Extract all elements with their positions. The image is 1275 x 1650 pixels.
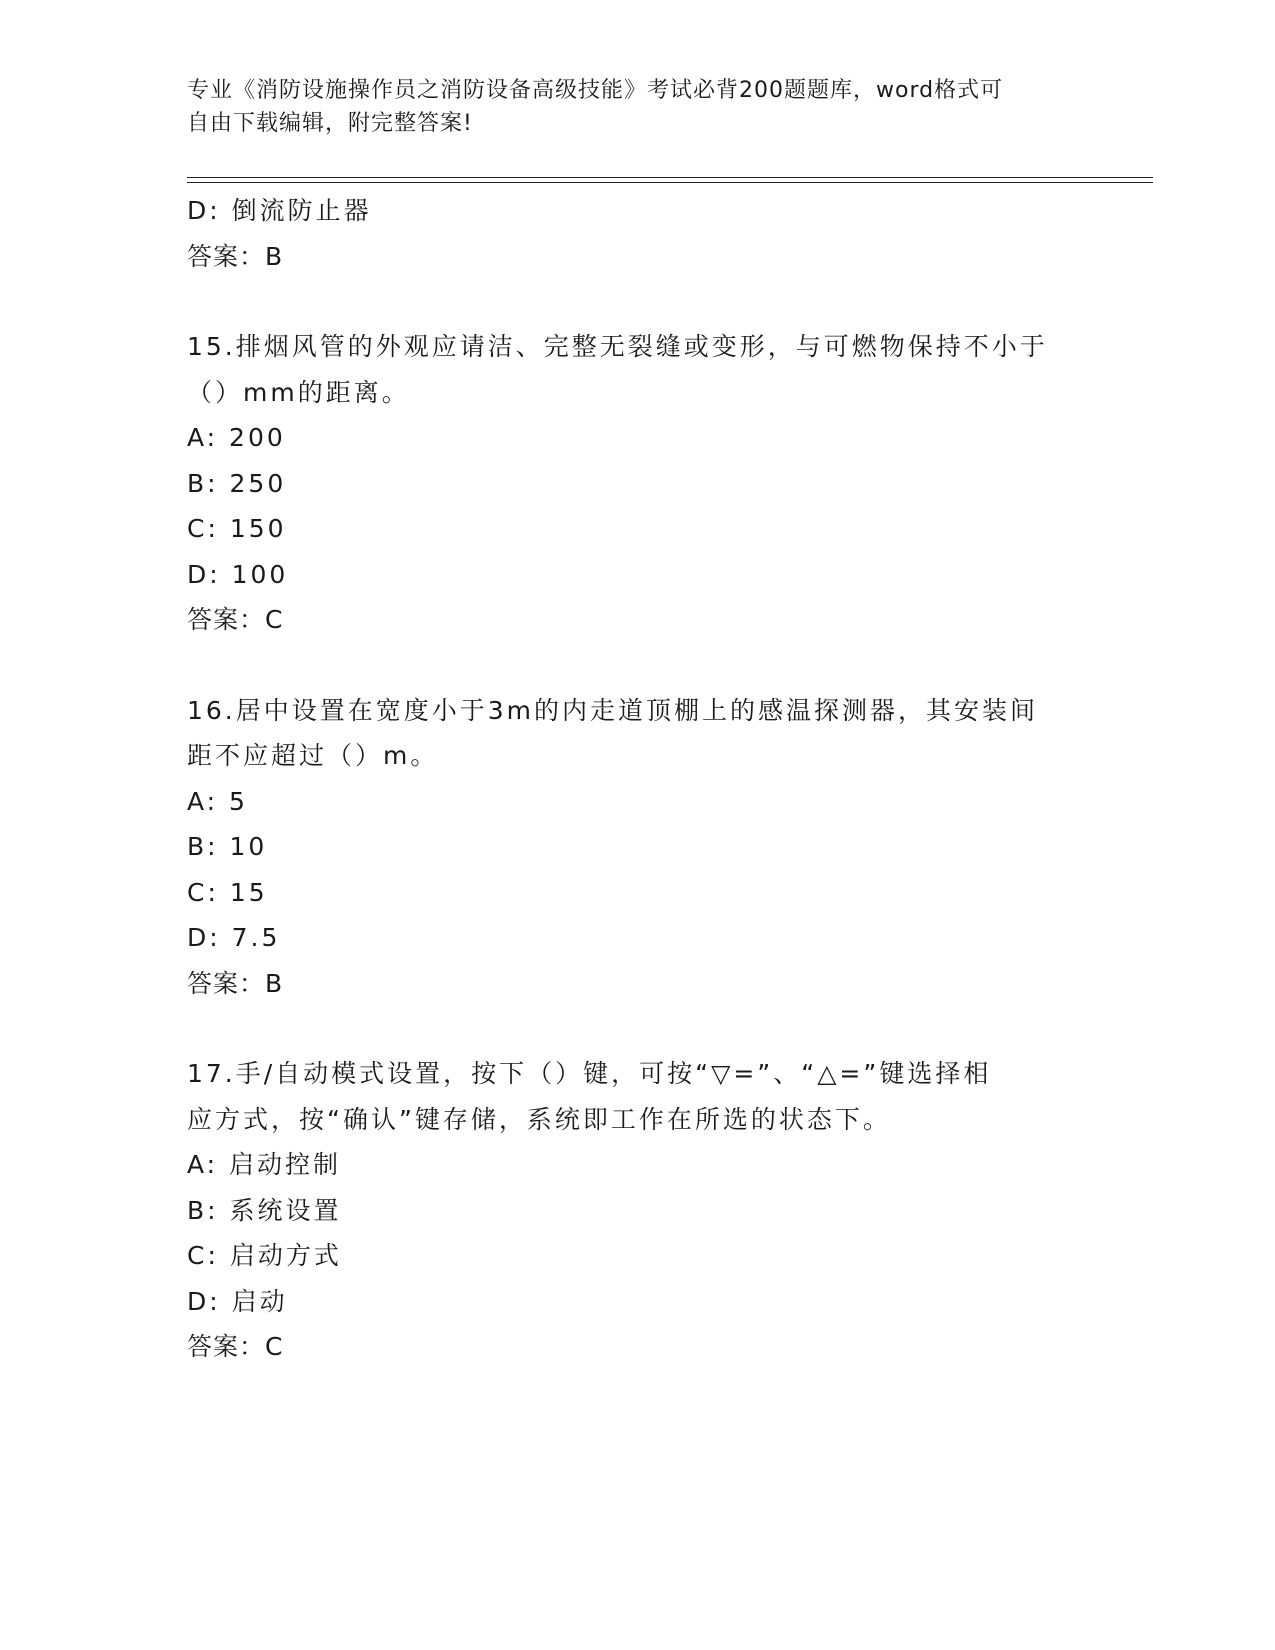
question-17 — [187, 1051, 1087, 1370]
header-divider-top — [187, 177, 1153, 178]
question-text-line-2: 应方式，按“确认”键存储，系统即工作在所选的状态下。 — [187, 1104, 891, 1134]
option-b: B: 10 — [187, 832, 268, 861]
header-divider-bottom — [187, 182, 1153, 183]
answer-line: 答案：C — [187, 1332, 284, 1361]
option-d: D: 启动 — [187, 1286, 288, 1316]
option-d: D: 100 — [187, 559, 289, 589]
question-text-line-1: 15.排烟风管的外观应请洁、完整无裂缝或变形，与可燃物保持不小于 — [187, 332, 1048, 361]
question-content — [187, 188, 1087, 1370]
option-d: D: 7.5 — [187, 923, 281, 952]
option-b: B: 250 — [187, 468, 287, 498]
question-text-line-1: 16.居中设置在宽度小于3m的内走道顶棚上的感温探测器，其安装间 — [187, 695, 1039, 725]
header-line-1: 专业《消防设施操作员之消防设备高级技能》考试必背200题题库，word格式可 — [187, 78, 1004, 103]
spacer — [187, 643, 1087, 688]
answer-line: 答案：B — [187, 968, 284, 998]
question-15 — [187, 324, 1087, 643]
spacer — [187, 1006, 1087, 1051]
previous-question-tail — [187, 188, 1087, 279]
question-text-line-2: 距不应超过（）m。 — [187, 741, 439, 770]
option-a: A: 启动控制 — [187, 1150, 342, 1179]
question-text-line-2: （）mm的距离。 — [187, 377, 410, 407]
document-header — [187, 74, 1067, 140]
option-c: C: 15 — [187, 877, 268, 907]
question-text-line-1: 17.手/自动模式设置，按下（）键，可按“▽=”、“△=”键选择相 — [187, 1059, 992, 1088]
option-a: A: 5 — [187, 786, 248, 816]
answer-line: 答案：B — [187, 241, 284, 271]
question-16 — [187, 688, 1087, 1007]
option-c: C: 150 — [187, 514, 287, 543]
option-a: A: 200 — [187, 423, 286, 452]
option-d: D: 倒流防止器 — [187, 196, 372, 225]
spacer — [187, 279, 1087, 324]
header-line-2: 自由下载编辑，附完整答案! — [187, 111, 473, 136]
answer-line: 答案：C — [187, 605, 284, 634]
option-c: C: 启动方式 — [187, 1241, 342, 1270]
option-b: B: 系统设置 — [187, 1195, 342, 1225]
